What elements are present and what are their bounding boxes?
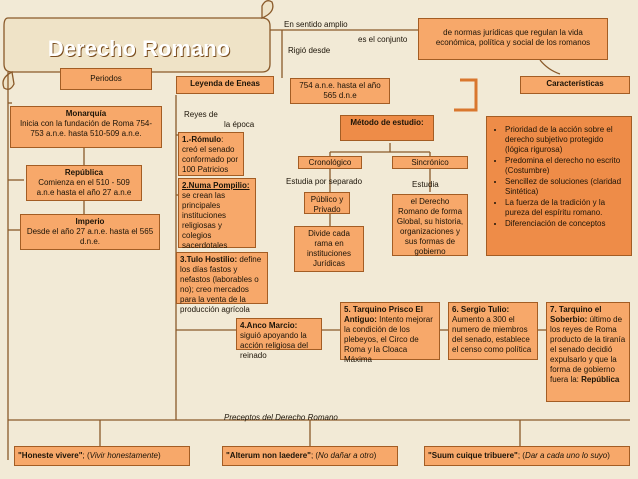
- label-es-el-conjunto: es el conjunto: [358, 35, 408, 44]
- monarquia-box: [10, 106, 162, 148]
- tulo-name: 3.Tulo Hostilio:: [180, 255, 238, 264]
- republica-title: República: [64, 168, 104, 177]
- label-preceptos: Preceptos del Derecho Romano: [224, 413, 338, 422]
- sergio-box: [448, 302, 538, 360]
- periodos-box: Periodos: [60, 68, 152, 90]
- precepto-2-es: No dañar a otro: [318, 451, 374, 460]
- sincronico-box: Sincrónico: [392, 156, 468, 169]
- republica-box: [26, 165, 142, 201]
- tulo-box: [176, 252, 268, 314]
- precepto-1-es: Vivir honestamente: [89, 451, 158, 460]
- page-title: Derecho Romano: [47, 36, 231, 61]
- vigencia-box: 754 a.n.e. hasta el año 565 d.n.e: [290, 78, 390, 104]
- sergio-text: Aumento a 300 el numero de miembros del senado, establece el censo como política: [452, 315, 532, 354]
- monarquia-title: Monarquía: [65, 109, 107, 118]
- numa-box: [178, 178, 256, 248]
- caracteristica-item: • Diferenciación de conceptos: [505, 219, 627, 229]
- label-rigio-desde: Rigió desde: [288, 46, 331, 55]
- label-la-epoca: la época: [224, 120, 255, 129]
- soberbio-text: último de los reyes de Roma producto de la tiranía el senado decidió expulsarlo y que la forma de gobierno fuera la:: [550, 315, 626, 384]
- romulo-box: [178, 132, 244, 176]
- imperio-text: Desde el año 27 a.n.e. hasta el 565 d.n.e.: [26, 227, 154, 246]
- numa-text: se crean las principales instituciones religiosas y colegios sacerdotales: [182, 191, 228, 250]
- anco-name: 4.Anco Marcio:: [240, 321, 298, 330]
- republica-text: Comienza en el 510 - 509 a.n.e hasta el año 27 a.n.e: [36, 178, 132, 197]
- romulo-name: 1.-Rómulo: [182, 135, 222, 144]
- divide-cada-box: Divide cada rama en instituciones Jurídicas: [294, 226, 364, 272]
- tarquino-text: Intento mejorar la condición de los plebeyos, el Circo de Roma y la Cloaca Máxima: [344, 315, 433, 364]
- definicion-box: de normas jurídicas que regulan la vida económica, política y social de los romanos: [418, 18, 608, 60]
- caracteristica-item: • La fuerza de la tradición y la pureza del espíritu romano.: [505, 198, 627, 218]
- tulo-text: define los días fastos y nefastos (laborables o no); creo mercados para la venta de la producción agrícola: [180, 255, 262, 314]
- caracteristicas-list: [486, 116, 632, 256]
- romulo-text: : creó el senado conformado por 100 Patricios: [182, 135, 239, 174]
- monarquia-text: Inicia con la fundación de Roma 754-753 a.n.e. hasta 510-509 a.n.e.: [19, 119, 153, 138]
- sergio-name: 6. Sergio Tulio:: [452, 305, 510, 314]
- anco-text: siguió apoyando la acción religiosa del reinado: [240, 331, 309, 360]
- precepto-3-latin: "Suum cuique tribuere": [428, 451, 518, 460]
- label-estudia: Estudia: [412, 180, 439, 189]
- soberbio-name: 7. Tarquino el Soberbio:: [550, 305, 602, 324]
- precepto-1-latin: "Honeste vivere": [18, 451, 83, 460]
- el-derecho-box: el Derecho Romano de forma Global, su historia, organizaciones y sus formas de gobierno: [392, 194, 468, 256]
- imperio-box: [20, 214, 160, 250]
- cronologico-box: Cronológico: [298, 156, 362, 169]
- anco-box: [236, 318, 322, 360]
- label-reyes-de: Reyes de: [184, 110, 218, 119]
- tarquino-box: [340, 302, 440, 364]
- tarquino-name: 5. Tarquino Prisco El Antiguo:: [344, 305, 423, 324]
- caracteristicas-items: [493, 125, 627, 229]
- precepto-3: "Suum cuique tribuere"; (Dar a cada uno lo suyo): [424, 446, 630, 466]
- label-estudia-por-separado: Estudia por separado: [286, 177, 363, 186]
- numa-name: 2.Numa Pompilio:: [182, 181, 250, 190]
- imperio-title: Imperio: [75, 217, 105, 226]
- publico-privado-box: Público y Privado: [304, 192, 350, 214]
- caracteristica-item: • Sencillez de soluciones (claridad Sintética): [505, 177, 627, 197]
- precepto-2-latin: "Alterum non laedere": [226, 451, 311, 460]
- caracteristica-item: • Predomina el derecho no escrito (Costumbre): [505, 156, 627, 176]
- metodo-box: Método de estudio:: [340, 115, 434, 141]
- precepto-2: "Alterum non laedere"; (No dañar a otro): [222, 446, 398, 466]
- leyenda-eneas-box: Leyenda de Eneas: [176, 76, 274, 94]
- precepto-3-es: Dar a cada uno lo suyo: [524, 451, 608, 460]
- label-en-sentido-amplio: En sentido amplio: [284, 20, 348, 29]
- soberbio-end: República: [581, 375, 620, 384]
- caracteristicas-header: Características: [520, 76, 630, 94]
- caracteristica-item: • Prioridad de la acción sobre el derecho subjetivo protegido (lógica rigurosa): [505, 125, 627, 155]
- precepto-1: "Honeste vivere"; (Vivir honestamente): [14, 446, 190, 466]
- soberbio-box: [546, 302, 630, 402]
